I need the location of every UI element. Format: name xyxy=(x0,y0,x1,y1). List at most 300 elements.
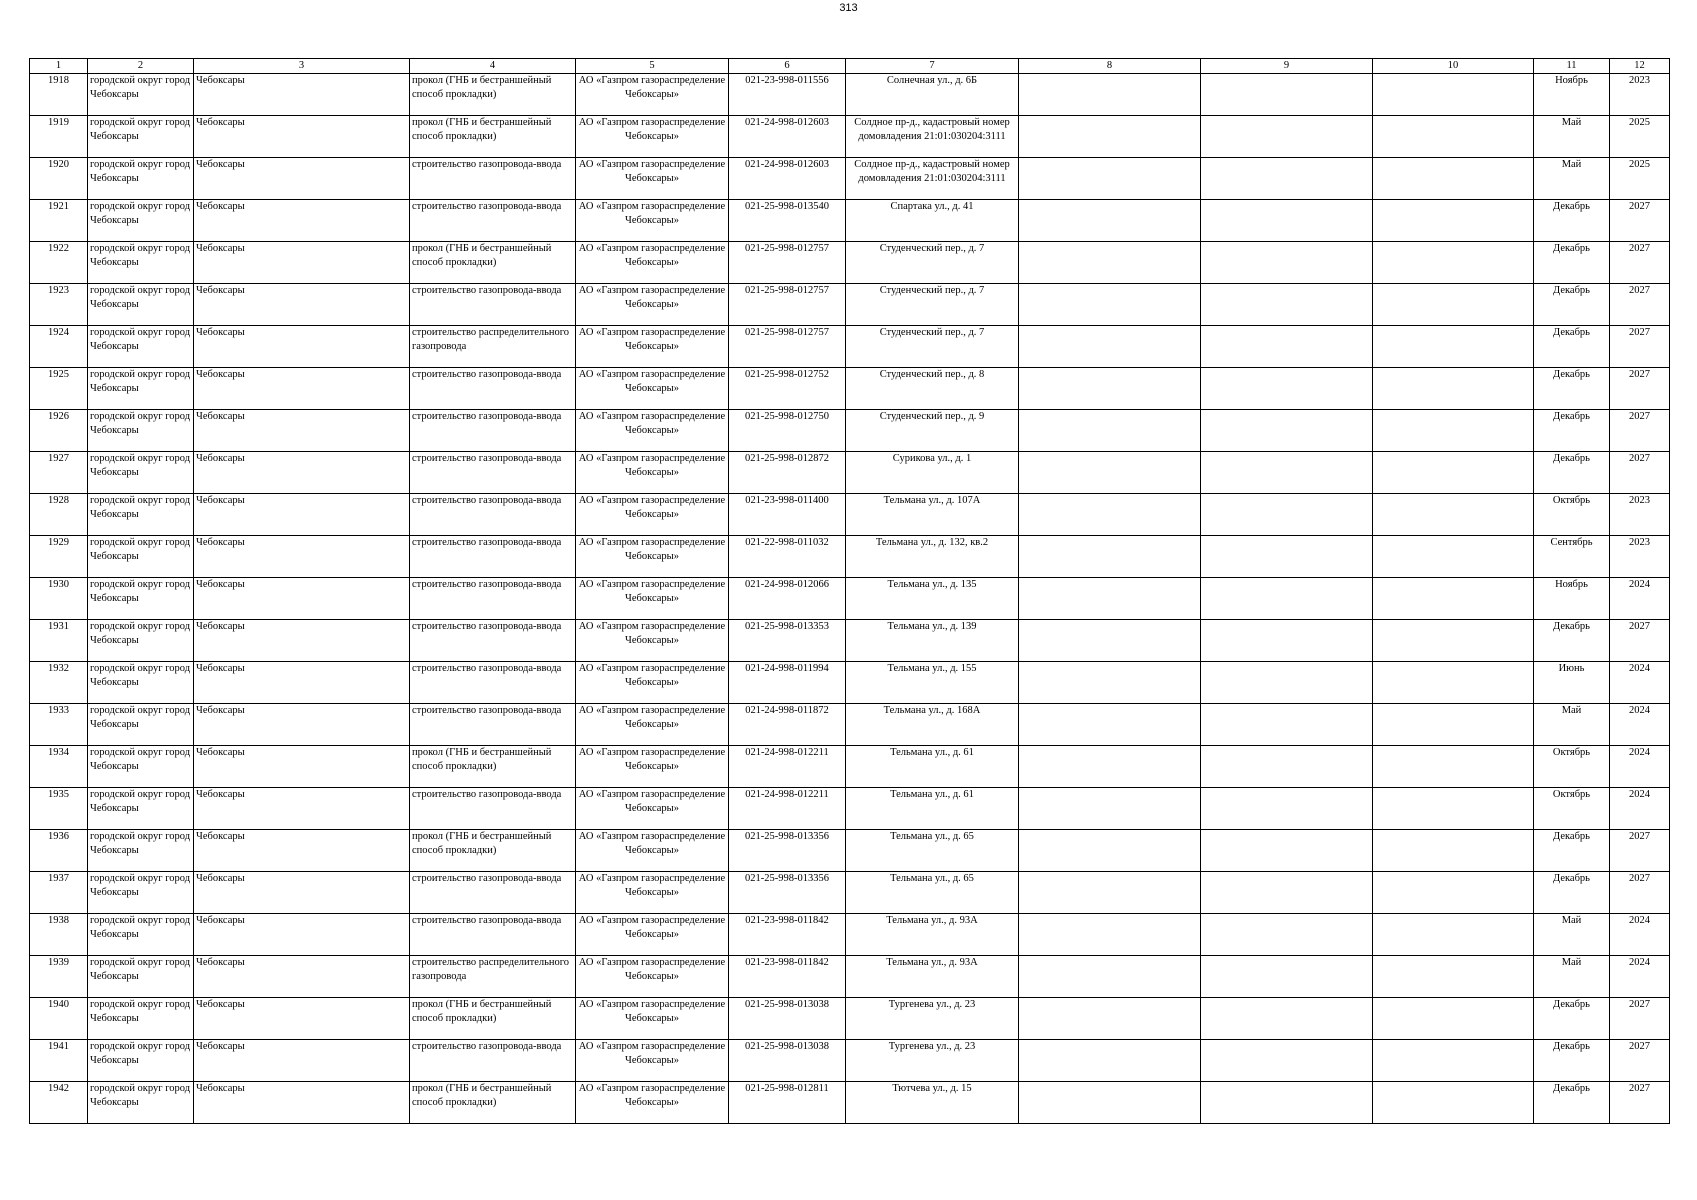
application-code-cell: 021-25-998-012757 xyxy=(729,284,846,326)
column-10-cell xyxy=(1373,116,1534,158)
year-cell: 2027 xyxy=(1610,1082,1670,1124)
locality-cell: Чебоксары xyxy=(194,536,410,578)
row-number-cell: 1919 xyxy=(30,116,88,158)
column-8-cell xyxy=(1019,536,1201,578)
column-10-cell xyxy=(1373,956,1534,998)
district-cell: городской округ город Чебоксары xyxy=(88,116,194,158)
application-code-cell: 021-24-998-012211 xyxy=(729,746,846,788)
district-cell: городской округ город Чебоксары xyxy=(88,998,194,1040)
column-10-cell xyxy=(1373,746,1534,788)
month-cell: Май xyxy=(1534,956,1610,998)
column-8-cell xyxy=(1019,914,1201,956)
district-cell: городской округ город Чебоксары xyxy=(88,788,194,830)
month-cell: Декабрь xyxy=(1534,452,1610,494)
district-cell: городской округ город Чебоксары xyxy=(88,200,194,242)
year-cell: 2025 xyxy=(1610,116,1670,158)
district-cell: городской округ город Чебоксары xyxy=(88,158,194,200)
locality-cell: Чебоксары xyxy=(194,74,410,116)
year-cell: 2024 xyxy=(1610,704,1670,746)
district-cell: городской округ город Чебоксары xyxy=(88,410,194,452)
column-header: 3 xyxy=(194,59,410,74)
address-cell: Тельмана ул., д. 65 xyxy=(846,872,1019,914)
column-9-cell xyxy=(1201,998,1373,1040)
locality-cell: Чебоксары xyxy=(194,242,410,284)
column-10-cell xyxy=(1373,830,1534,872)
application-code-cell: 021-24-998-012066 xyxy=(729,578,846,620)
header-row xyxy=(30,59,1670,74)
column-9-cell xyxy=(1201,662,1373,704)
month-cell: Май xyxy=(1534,914,1610,956)
table-row xyxy=(30,914,1670,956)
month-cell: Май xyxy=(1534,116,1610,158)
year-cell: 2023 xyxy=(1610,536,1670,578)
application-code-cell: 021-24-998-012603 xyxy=(729,158,846,200)
organization-cell: АО «Газпром газораспределение Чебоксары» xyxy=(576,116,729,158)
district-cell: городской округ город Чебоксары xyxy=(88,452,194,494)
organization-cell: АО «Газпром газораспределение Чебоксары» xyxy=(576,452,729,494)
organization-cell: АО «Газпром газораспределение Чебоксары» xyxy=(576,494,729,536)
row-number-cell: 1929 xyxy=(30,536,88,578)
year-cell: 2024 xyxy=(1610,746,1670,788)
work-type-cell: строительство газопровода-ввода xyxy=(410,494,576,536)
application-code-cell: 021-22-998-011032 xyxy=(729,536,846,578)
column-8-cell xyxy=(1019,578,1201,620)
row-number-cell: 1926 xyxy=(30,410,88,452)
organization-cell: АО «Газпром газораспределение Чебоксары» xyxy=(576,956,729,998)
table-row xyxy=(30,872,1670,914)
table-row xyxy=(30,704,1670,746)
work-type-cell: строительство газопровода-ввода xyxy=(410,1040,576,1082)
application-code-cell: 021-25-998-012872 xyxy=(729,452,846,494)
month-cell: Декабрь xyxy=(1534,368,1610,410)
work-type-cell: прокол (ГНБ и бестраншейный способ прокладки) xyxy=(410,242,576,284)
column-8-cell xyxy=(1019,494,1201,536)
year-cell: 2023 xyxy=(1610,494,1670,536)
month-cell: Декабрь xyxy=(1534,326,1610,368)
column-10-cell xyxy=(1373,536,1534,578)
application-code-cell: 021-25-998-012757 xyxy=(729,242,846,284)
organization-cell: АО «Газпром газораспределение Чебоксары» xyxy=(576,620,729,662)
address-cell: Сурикова ул., д. 1 xyxy=(846,452,1019,494)
organization-cell: АО «Газпром газораспределение Чебоксары» xyxy=(576,830,729,872)
district-cell: городской округ город Чебоксары xyxy=(88,1040,194,1082)
year-cell: 2024 xyxy=(1610,578,1670,620)
column-9-cell xyxy=(1201,704,1373,746)
table-row xyxy=(30,242,1670,284)
row-number-cell: 1938 xyxy=(30,914,88,956)
row-number-cell: 1921 xyxy=(30,200,88,242)
month-cell: Декабрь xyxy=(1534,1040,1610,1082)
column-10-cell xyxy=(1373,158,1534,200)
application-code-cell: 021-25-998-013356 xyxy=(729,830,846,872)
month-cell: Декабрь xyxy=(1534,242,1610,284)
month-cell: Декабрь xyxy=(1534,872,1610,914)
row-number-cell: 1942 xyxy=(30,1082,88,1124)
address-cell: Тельмана ул., д. 155 xyxy=(846,662,1019,704)
column-header: 8 xyxy=(1019,59,1201,74)
table-row xyxy=(30,1040,1670,1082)
column-8-cell xyxy=(1019,872,1201,914)
column-8-cell xyxy=(1019,242,1201,284)
table-body xyxy=(30,74,1670,1124)
locality-cell: Чебоксары xyxy=(194,956,410,998)
column-8-cell xyxy=(1019,284,1201,326)
column-8-cell xyxy=(1019,956,1201,998)
column-9-cell xyxy=(1201,494,1373,536)
column-10-cell xyxy=(1373,74,1534,116)
application-code-cell: 021-25-998-013038 xyxy=(729,998,846,1040)
column-8-cell xyxy=(1019,788,1201,830)
application-code-cell: 021-23-998-011556 xyxy=(729,74,846,116)
column-10-cell xyxy=(1373,326,1534,368)
month-cell: Декабрь xyxy=(1534,830,1610,872)
organization-cell: АО «Газпром газораспределение Чебоксары» xyxy=(576,200,729,242)
row-number-cell: 1936 xyxy=(30,830,88,872)
address-cell: Солдное пр-д., кадастровый номер домовладения 21:01:030204:3111 xyxy=(846,116,1019,158)
column-10-cell xyxy=(1373,284,1534,326)
table-row xyxy=(30,158,1670,200)
locality-cell: Чебоксары xyxy=(194,914,410,956)
organization-cell: АО «Газпром газораспределение Чебоксары» xyxy=(576,410,729,452)
address-cell: Тельмана ул., д. 107А xyxy=(846,494,1019,536)
locality-cell: Чебоксары xyxy=(194,494,410,536)
year-cell: 2023 xyxy=(1610,74,1670,116)
column-10-cell xyxy=(1373,494,1534,536)
column-10-cell xyxy=(1373,914,1534,956)
application-code-cell: 021-24-998-011872 xyxy=(729,704,846,746)
application-code-cell: 021-24-998-012211 xyxy=(729,788,846,830)
column-10-cell xyxy=(1373,242,1534,284)
column-8-cell xyxy=(1019,1082,1201,1124)
column-10-cell xyxy=(1373,788,1534,830)
column-header: 10 xyxy=(1373,59,1534,74)
year-cell: 2027 xyxy=(1610,284,1670,326)
month-cell: Декабрь xyxy=(1534,200,1610,242)
year-cell: 2027 xyxy=(1610,326,1670,368)
district-cell: городской округ город Чебоксары xyxy=(88,956,194,998)
month-cell: Октябрь xyxy=(1534,494,1610,536)
column-header: 1 xyxy=(30,59,88,74)
column-header: 4 xyxy=(410,59,576,74)
month-cell: Октябрь xyxy=(1534,788,1610,830)
month-cell: Октябрь xyxy=(1534,746,1610,788)
address-cell: Тельмана ул., д. 139 xyxy=(846,620,1019,662)
organization-cell: АО «Газпром газораспределение Чебоксары» xyxy=(576,704,729,746)
month-cell: Июнь xyxy=(1534,662,1610,704)
row-number-cell: 1940 xyxy=(30,998,88,1040)
table-row xyxy=(30,662,1670,704)
column-8-cell xyxy=(1019,1040,1201,1082)
column-10-cell xyxy=(1373,200,1534,242)
address-cell: Тургенева ул., д. 23 xyxy=(846,998,1019,1040)
column-10-cell xyxy=(1373,998,1534,1040)
column-9-cell xyxy=(1201,872,1373,914)
work-type-cell: прокол (ГНБ и бестраншейный способ прокладки) xyxy=(410,998,576,1040)
table-row xyxy=(30,788,1670,830)
column-9-cell xyxy=(1201,116,1373,158)
column-9-cell xyxy=(1201,326,1373,368)
row-number-cell: 1939 xyxy=(30,956,88,998)
month-cell: Декабрь xyxy=(1534,1082,1610,1124)
organization-cell: АО «Газпром газораспределение Чебоксары» xyxy=(576,872,729,914)
column-10-cell xyxy=(1373,1082,1534,1124)
address-cell: Студенческий пер., д. 7 xyxy=(846,284,1019,326)
month-cell: Ноябрь xyxy=(1534,74,1610,116)
address-cell: Тельмана ул., д. 61 xyxy=(846,788,1019,830)
application-code-cell: 021-24-998-011994 xyxy=(729,662,846,704)
year-cell: 2027 xyxy=(1610,872,1670,914)
row-number-cell: 1922 xyxy=(30,242,88,284)
application-code-cell: 021-25-998-012811 xyxy=(729,1082,846,1124)
work-type-cell: прокол (ГНБ и бестраншейный способ прокладки) xyxy=(410,830,576,872)
application-code-cell: 021-25-998-012757 xyxy=(729,326,846,368)
work-type-cell: прокол (ГНБ и бестраншейный способ прокладки) xyxy=(410,74,576,116)
column-9-cell xyxy=(1201,368,1373,410)
organization-cell: АО «Газпром газораспределение Чебоксары» xyxy=(576,536,729,578)
year-cell: 2025 xyxy=(1610,158,1670,200)
column-9-cell xyxy=(1201,620,1373,662)
application-code-cell: 021-25-998-012750 xyxy=(729,410,846,452)
organization-cell: АО «Газпром газораспределение Чебоксары» xyxy=(576,1082,729,1124)
row-number-cell: 1927 xyxy=(30,452,88,494)
row-number-cell: 1932 xyxy=(30,662,88,704)
locality-cell: Чебоксары xyxy=(194,200,410,242)
organization-cell: АО «Газпром газораспределение Чебоксары» xyxy=(576,242,729,284)
locality-cell: Чебоксары xyxy=(194,620,410,662)
column-9-cell xyxy=(1201,578,1373,620)
table-row xyxy=(30,452,1670,494)
year-cell: 2027 xyxy=(1610,620,1670,662)
work-type-cell: строительство газопровода-ввода xyxy=(410,452,576,494)
row-number-cell: 1918 xyxy=(30,74,88,116)
column-10-cell xyxy=(1373,620,1534,662)
organization-cell: АО «Газпром газораспределение Чебоксары» xyxy=(576,914,729,956)
organization-cell: АО «Газпром газораспределение Чебоксары» xyxy=(576,662,729,704)
column-8-cell xyxy=(1019,74,1201,116)
column-8-cell xyxy=(1019,620,1201,662)
year-cell: 2027 xyxy=(1610,410,1670,452)
work-type-cell: прокол (ГНБ и бестраншейный способ прокладки) xyxy=(410,116,576,158)
column-header: 6 xyxy=(729,59,846,74)
address-cell: Тельмана ул., д. 61 xyxy=(846,746,1019,788)
district-cell: городской округ город Чебоксары xyxy=(88,368,194,410)
column-9-cell xyxy=(1201,410,1373,452)
year-cell: 2027 xyxy=(1610,200,1670,242)
work-type-cell: строительство газопровода-ввода xyxy=(410,578,576,620)
year-cell: 2024 xyxy=(1610,662,1670,704)
table-row xyxy=(30,830,1670,872)
table-row xyxy=(30,494,1670,536)
column-header: 12 xyxy=(1610,59,1670,74)
address-cell: Солнечная ул., д. 6Б xyxy=(846,74,1019,116)
organization-cell: АО «Газпром газораспределение Чебоксары» xyxy=(576,746,729,788)
column-8-cell xyxy=(1019,830,1201,872)
column-9-cell xyxy=(1201,1082,1373,1124)
work-type-cell: строительство газопровода-ввода xyxy=(410,284,576,326)
year-cell: 2027 xyxy=(1610,830,1670,872)
work-type-cell: строительство газопровода-ввода xyxy=(410,536,576,578)
column-9-cell xyxy=(1201,284,1373,326)
table-row xyxy=(30,116,1670,158)
application-code-cell: 021-25-998-012752 xyxy=(729,368,846,410)
organization-cell: АО «Газпром газораспределение Чебоксары» xyxy=(576,788,729,830)
locality-cell: Чебоксары xyxy=(194,578,410,620)
column-9-cell xyxy=(1201,242,1373,284)
year-cell: 2024 xyxy=(1610,956,1670,998)
column-8-cell xyxy=(1019,368,1201,410)
column-8-cell xyxy=(1019,662,1201,704)
work-type-cell: строительство газопровода-ввода xyxy=(410,704,576,746)
locality-cell: Чебоксары xyxy=(194,368,410,410)
column-9-cell xyxy=(1201,536,1373,578)
table-row xyxy=(30,578,1670,620)
work-type-cell: строительство газопровода-ввода xyxy=(410,914,576,956)
column-10-cell xyxy=(1373,872,1534,914)
row-number-cell: 1931 xyxy=(30,620,88,662)
district-cell: городской округ город Чебоксары xyxy=(88,704,194,746)
year-cell: 2027 xyxy=(1610,998,1670,1040)
application-code-cell: 021-25-998-013356 xyxy=(729,872,846,914)
address-cell: Спартака ул., д. 41 xyxy=(846,200,1019,242)
application-code-cell: 021-25-998-013353 xyxy=(729,620,846,662)
district-cell: городской округ город Чебоксары xyxy=(88,578,194,620)
row-number-cell: 1934 xyxy=(30,746,88,788)
row-number-cell: 1920 xyxy=(30,158,88,200)
district-cell: городской округ город Чебоксары xyxy=(88,242,194,284)
organization-cell: АО «Газпром газораспределение Чебоксары» xyxy=(576,1040,729,1082)
column-header: 11 xyxy=(1534,59,1610,74)
district-cell: городской округ город Чебоксары xyxy=(88,74,194,116)
locality-cell: Чебоксары xyxy=(194,326,410,368)
locality-cell: Чебоксары xyxy=(194,452,410,494)
year-cell: 2027 xyxy=(1610,1040,1670,1082)
work-type-cell: строительство газопровода-ввода xyxy=(410,662,576,704)
year-cell: 2024 xyxy=(1610,914,1670,956)
column-header: 5 xyxy=(576,59,729,74)
month-cell: Ноябрь xyxy=(1534,578,1610,620)
table-row xyxy=(30,74,1670,116)
address-cell: Студенческий пер., д. 7 xyxy=(846,242,1019,284)
work-type-cell: строительство газопровода-ввода xyxy=(410,410,576,452)
work-type-cell: строительство распределительного газопровода xyxy=(410,326,576,368)
column-8-cell xyxy=(1019,410,1201,452)
work-type-cell: прокол (ГНБ и бестраншейный способ прокладки) xyxy=(410,1082,576,1124)
row-number-cell: 1924 xyxy=(30,326,88,368)
application-code-cell: 021-23-998-011400 xyxy=(729,494,846,536)
organization-cell: АО «Газпром газораспределение Чебоксары» xyxy=(576,158,729,200)
address-cell: Тельмана ул., д. 93А xyxy=(846,914,1019,956)
organization-cell: АО «Газпром газораспределение Чебоксары» xyxy=(576,578,729,620)
table-row xyxy=(30,1082,1670,1124)
address-cell: Тургенева ул., д. 23 xyxy=(846,1040,1019,1082)
column-9-cell xyxy=(1201,788,1373,830)
column-9-cell xyxy=(1201,74,1373,116)
organization-cell: АО «Газпром газораспределение Чебоксары» xyxy=(576,326,729,368)
column-8-cell xyxy=(1019,200,1201,242)
column-10-cell xyxy=(1373,662,1534,704)
locality-cell: Чебоксары xyxy=(194,284,410,326)
address-cell: Тютчева ул., д. 15 xyxy=(846,1082,1019,1124)
application-code-cell: 021-24-998-012603 xyxy=(729,116,846,158)
work-type-cell: прокол (ГНБ и бестраншейный способ прокладки) xyxy=(410,746,576,788)
row-number-cell: 1930 xyxy=(30,578,88,620)
locality-cell: Чебоксары xyxy=(194,704,410,746)
month-cell: Декабрь xyxy=(1534,620,1610,662)
locality-cell: Чебоксары xyxy=(194,1040,410,1082)
table-row xyxy=(30,536,1670,578)
column-header: 7 xyxy=(846,59,1019,74)
column-8-cell xyxy=(1019,326,1201,368)
application-code-cell: 021-23-998-011842 xyxy=(729,956,846,998)
district-cell: городской округ город Чебоксары xyxy=(88,746,194,788)
application-code-cell: 021-25-998-013038 xyxy=(729,1040,846,1082)
row-number-cell: 1941 xyxy=(30,1040,88,1082)
row-number-cell: 1933 xyxy=(30,704,88,746)
work-type-cell: строительство газопровода-ввода xyxy=(410,368,576,410)
table-row xyxy=(30,956,1670,998)
locality-cell: Чебоксары xyxy=(194,872,410,914)
column-9-cell xyxy=(1201,956,1373,998)
column-9-cell xyxy=(1201,1040,1373,1082)
column-9-cell xyxy=(1201,452,1373,494)
table-row xyxy=(30,200,1670,242)
address-cell: Студенческий пер., д. 7 xyxy=(846,326,1019,368)
address-cell: Солдное пр-д., кадастровый номер домовладения 21:01:030204:3111 xyxy=(846,158,1019,200)
table-row xyxy=(30,368,1670,410)
month-cell: Декабрь xyxy=(1534,284,1610,326)
work-type-cell: строительство газопровода-ввода xyxy=(410,620,576,662)
table-row xyxy=(30,326,1670,368)
application-code-cell: 021-23-998-011842 xyxy=(729,914,846,956)
work-type-cell: строительство распределительного газопровода xyxy=(410,956,576,998)
address-cell: Тельмана ул., д. 168А xyxy=(846,704,1019,746)
locality-cell: Чебоксары xyxy=(194,746,410,788)
address-cell: Тельмана ул., д. 65 xyxy=(846,830,1019,872)
address-cell: Тельмана ул., д. 93А xyxy=(846,956,1019,998)
row-number-cell: 1923 xyxy=(30,284,88,326)
district-cell: городской округ город Чебоксары xyxy=(88,1082,194,1124)
address-cell: Студенческий пер., д. 9 xyxy=(846,410,1019,452)
address-cell: Студенческий пер., д. 8 xyxy=(846,368,1019,410)
column-8-cell xyxy=(1019,158,1201,200)
work-type-cell: строительство газопровода-ввода xyxy=(410,872,576,914)
district-cell: городской округ город Чебоксары xyxy=(88,536,194,578)
district-cell: городской округ город Чебоксары xyxy=(88,326,194,368)
column-header: 9 xyxy=(1201,59,1373,74)
address-cell: Тельмана ул., д. 135 xyxy=(846,578,1019,620)
column-9-cell xyxy=(1201,746,1373,788)
organization-cell: АО «Газпром газораспределение Чебоксары» xyxy=(576,74,729,116)
column-8-cell xyxy=(1019,452,1201,494)
month-cell: Май xyxy=(1534,158,1610,200)
address-cell: Тельмана ул., д. 132, кв.2 xyxy=(846,536,1019,578)
locality-cell: Чебоксары xyxy=(194,410,410,452)
column-8-cell xyxy=(1019,746,1201,788)
column-8-cell xyxy=(1019,116,1201,158)
organization-cell: АО «Газпром газораспределение Чебоксары» xyxy=(576,284,729,326)
table-row xyxy=(30,284,1670,326)
page-number: 313 xyxy=(839,2,858,14)
column-header: 2 xyxy=(88,59,194,74)
district-cell: городской округ город Чебоксары xyxy=(88,284,194,326)
work-type-cell: строительство газопровода-ввода xyxy=(410,200,576,242)
organization-cell: АО «Газпром газораспределение Чебоксары» xyxy=(576,368,729,410)
row-number-cell: 1935 xyxy=(30,788,88,830)
locality-cell: Чебоксары xyxy=(194,788,410,830)
district-cell: городской округ город Чебоксары xyxy=(88,494,194,536)
year-cell: 2027 xyxy=(1610,452,1670,494)
locality-cell: Чебоксары xyxy=(194,662,410,704)
